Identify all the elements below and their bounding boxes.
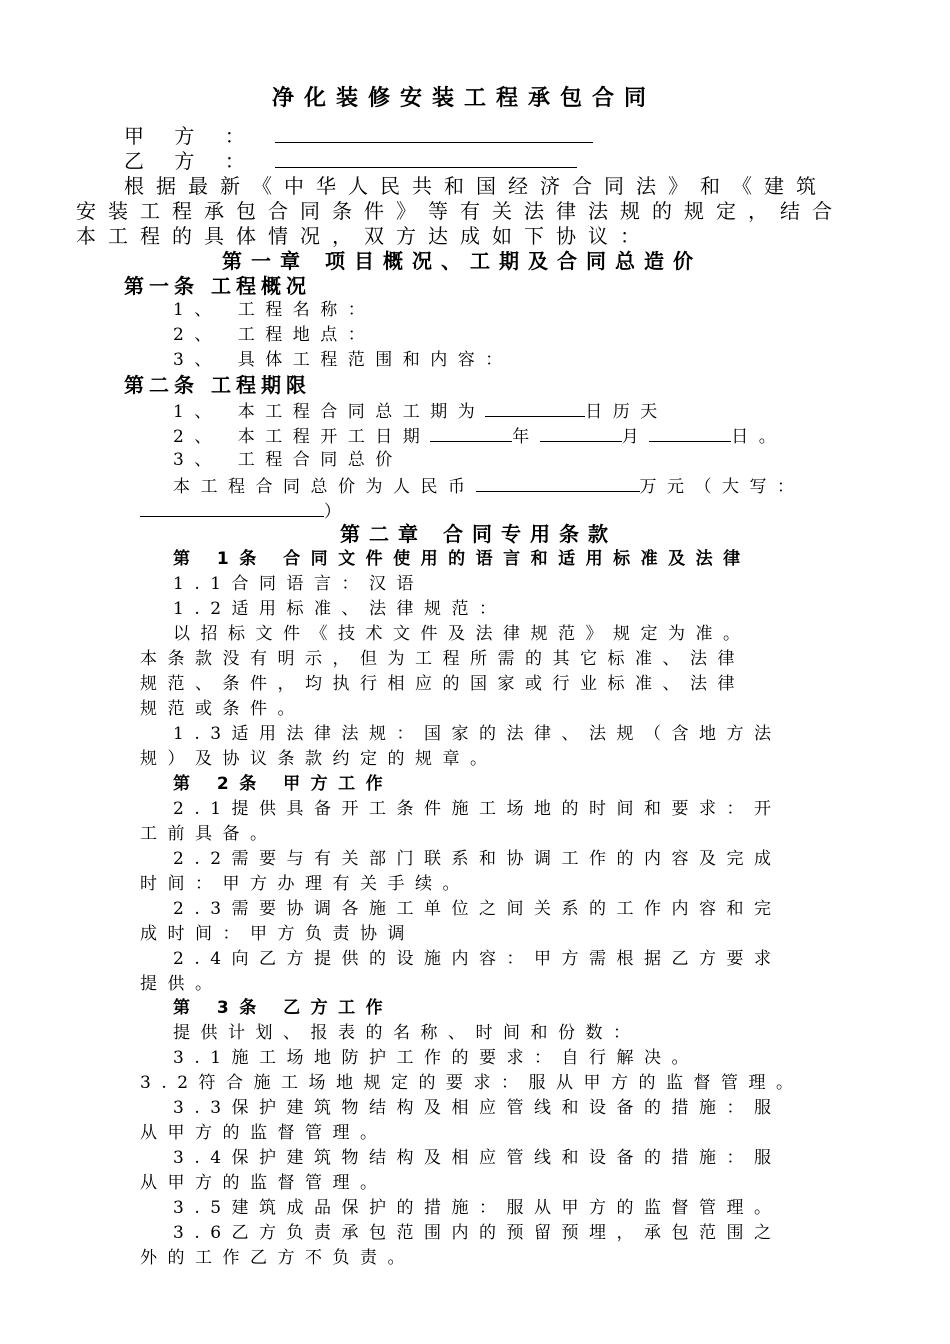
section-1-line-4: 本条款没有明示，但为工程所需的其它标准、法律 [140, 649, 745, 669]
article-1-item-1: 1、 工程名称： [173, 300, 376, 320]
intro-line-2: 安装工程承包合同条件》等有关法律法规的规定，结合 [76, 199, 844, 223]
price-uppercase-blank [140, 498, 324, 517]
section-3-title: 第 3条 乙方工作 [173, 998, 394, 1018]
year-label: 年 [512, 427, 540, 447]
section-3-line-5: 从甲方的监督管理。 [140, 1123, 388, 1143]
section-1-line-1: 1.1合同语言：汉语 [173, 574, 425, 594]
start-month-blank [540, 423, 622, 442]
section-3-line-10: 外的工作乙方不负责。 [140, 1248, 415, 1268]
section-1-line-2: 1.2适用标准、法律规范： [173, 599, 507, 619]
party-b-label: 乙 方 ： [124, 149, 257, 173]
article-2-title: 第二条 工程期限 [124, 373, 311, 397]
start-day-blank [649, 423, 731, 442]
article-2-item-2-text: 2、 本工程开工日期 [173, 427, 431, 447]
party-b-line [124, 149, 577, 174]
article-2-item-1-unit: 日历天 [585, 402, 668, 422]
article-1-title: 第一条 工程概况 [124, 274, 311, 298]
section-2-line-2: 工前具备。 [140, 824, 278, 844]
section-3-line-1: 提供计划、报表的名称、时间和份数： [173, 1023, 641, 1043]
price-blank [476, 473, 640, 492]
section-3-line-7: 从甲方的监督管理。 [140, 1173, 388, 1193]
document-title: 净化装修安装工程承包合同 [272, 85, 657, 111]
party-a-blank [275, 124, 593, 143]
section-1-line-5: 规范、条件，均执行相应的国家或行业标准、法律 [140, 674, 745, 694]
section-2-line-1: 2.1提供具备开工条件施工场地的时间和要求：开 [173, 799, 782, 819]
section-1-line-3: 以招标文件《技术文件及法律规范》规定为准。 [173, 624, 751, 644]
intro-line-3: 本工程的具体情况，双方达成如下协议： [76, 224, 652, 248]
party-b-blank [275, 149, 577, 168]
section-2-line-7: 2.4向乙方提供的设施内容：甲方需根据乙方要求 [173, 949, 782, 969]
section-2-line-6: 成时间：甲方负责协调 [140, 924, 415, 944]
start-year-blank [430, 423, 512, 442]
intro-line-1: 根据最新《中华人民共和国经济合同法》和《建筑 [124, 174, 828, 198]
party-a-line [124, 124, 593, 149]
total-days-blank [485, 398, 585, 417]
section-2-line-8: 提供。 [140, 974, 223, 994]
section-2-line-4: 时间：甲方办理有关手续。 [140, 874, 470, 894]
section-1-title: 第 1条 合同文件使用的语言和适用标准及法律 [173, 549, 751, 569]
contract-price-line [173, 473, 805, 500]
chapter-2-title: 第二章 合同专用条款 [340, 522, 617, 546]
party-a-label: 甲 方 ： [124, 124, 257, 148]
article-1-item-2: 2、 工程地点： [173, 325, 376, 345]
section-1-line-6: 规范或条件。 [140, 699, 305, 719]
contract-price-text: 本工程合同总价为人民币 [173, 477, 476, 497]
section-3-line-2: 3.1施工场地防护工作的要求：自行解决。 [173, 1048, 700, 1068]
section-2-title: 第 2条 甲方工作 [173, 774, 394, 794]
article-2-item-1-text: 1、 本工程合同总工期为 [173, 402, 486, 422]
price-uppercase-line [140, 498, 352, 525]
section-3-line-6: 3.4保护建筑物结构及相应管线和设备的措施：服 [173, 1148, 782, 1168]
section-1-line-7: 1.3适用法律法规：国家的法律、法规（含地方法 [173, 724, 782, 744]
article-2-item-3: 3、 工程合同总价 [173, 450, 403, 470]
section-2-line-3: 2.2需要与有关部门联系和协调工作的内容及完成 [173, 849, 782, 869]
month-label: 月 [621, 427, 650, 447]
price-unit-text: 万元（大写： [639, 477, 805, 497]
section-1-line-8: 规）及协议条款约定的规章。 [140, 749, 498, 769]
section-3-line-3: 3.2符合施工场地规定的要求：服从甲方的监督管理。 [140, 1073, 804, 1093]
article-1-item-3: 3、 具体工程范围和内容： [173, 350, 513, 370]
section-3-line-8: 3.5建筑成品保护的措施：服从甲方的监督管理。 [173, 1198, 782, 1218]
article-2-item-2 [173, 423, 786, 450]
day-label: 日。 [731, 427, 787, 447]
article-2-item-1 [173, 398, 668, 425]
price-close-paren: ） [324, 502, 352, 522]
section-3-line-9: 3.6乙方负责承包范围内的预留预埋，承包范围之 [173, 1223, 782, 1243]
chapter-1-title: 第一章 项目概况、工期及合同总造价 [222, 249, 702, 273]
section-2-line-5: 2.3需要协调各施工单位之间关系的工作内容和完 [173, 899, 782, 919]
section-3-line-4: 3.3保护建筑物结构及相应管线和设备的措施：服 [173, 1098, 782, 1118]
